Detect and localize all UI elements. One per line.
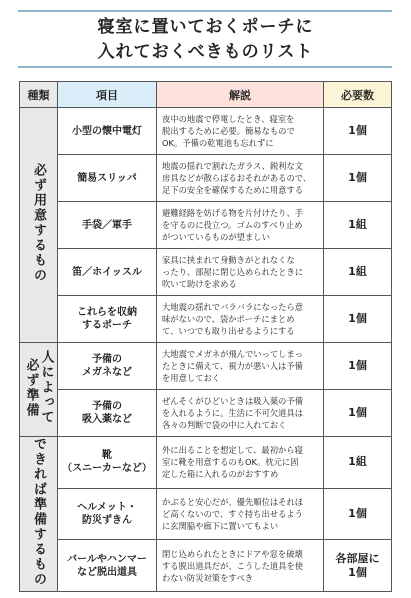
header-required-count: 必要数 [324, 82, 392, 108]
header-description: 解説 [157, 82, 324, 108]
item-description: ぜんそくがひどいときは吸入薬の予備 を入れるように。生活に不可欠道具は 各々の判断で袋の中に入れておく [157, 390, 324, 437]
item-quantity: 1個 [324, 390, 392, 437]
item-quantity: 1個 [324, 343, 392, 390]
table-row [20, 202, 392, 249]
item-quantity: 1組 [324, 437, 392, 489]
table-header-row [20, 82, 392, 108]
item-quantity: 1個 [324, 108, 392, 155]
item-quantity: 1個 [324, 155, 392, 202]
category-cell [20, 343, 58, 437]
item-name: 予備の 吸入薬など [58, 390, 157, 437]
item-description: 地震の揺れで割れたガラス、鋭利な文 房具などが散らばるおそれがあるので、 足下の安全を確保するために用意する [157, 155, 324, 202]
page-title-line-2: 入れておくべきものリスト [97, 42, 314, 62]
item-quantity: 1組 [324, 249, 392, 296]
title-top-rule [18, 10, 392, 12]
table-row [20, 343, 392, 390]
table-row [20, 540, 392, 592]
item-quantity: 各部屋に 1個 [324, 540, 392, 592]
item-description: 大地震の揺れでバラバラになったら意 味がないので、袋かポーチにまとめ て、いつでも取り出せるようにする [157, 296, 324, 343]
item-quantity: 1組 [324, 202, 392, 249]
category-label: 人によって 必ず準備 [23, 350, 54, 425]
header-kind: 種類 [20, 82, 58, 108]
item-name: 簡易スリッパ [58, 155, 157, 202]
table-row [20, 488, 392, 540]
item-name: 予備の メガネなど [58, 343, 157, 390]
table-row [20, 437, 392, 489]
table-row [20, 296, 392, 343]
item-name: 笛／ホイッスル [58, 249, 157, 296]
item-name: 靴 （スニーカーなど） [58, 437, 157, 489]
table-row [20, 249, 392, 296]
item-description: かぶると安心だが、優先順位はそれほ ど高くないので、すぐ持ち出せるよう に玄関脇や廊下に置いてもよい [157, 488, 324, 540]
table-row [20, 155, 392, 202]
category-cell [20, 437, 58, 592]
item-quantity: 1個 [324, 296, 392, 343]
category-label: できれば準備するもの [31, 437, 46, 587]
checklist-table [19, 81, 392, 592]
category-label: 必ず用意するもの [31, 163, 46, 283]
header-item: 項目 [58, 82, 157, 108]
title-bottom-rule [18, 66, 392, 68]
page-title-line-1: 寝室に置いておくポーチに [97, 17, 314, 37]
item-description: 家具に挟まれて身動きがとれなくな ったり、部屋に閉じ込められたときに 吹いて助けを求める [157, 249, 324, 296]
table-row [20, 390, 392, 437]
item-quantity: 1個 [324, 488, 392, 540]
item-description: 夜中の地震で停電したとき、寝室を 脱出するために必要。簡易なもので OK。予備の乾電池も忘れずに [157, 108, 324, 155]
item-description: 大地震でメガネが飛んでいってしまっ たときに備えて、視力が悪い人は予備 を用意しておく [157, 343, 324, 390]
item-name: ヘルメット・ 防災ずきん [58, 488, 157, 540]
item-name: 手袋／軍手 [58, 202, 157, 249]
table-row [20, 108, 392, 155]
category-cell [20, 108, 58, 343]
item-description: 避難経路を妨げる物を片付けたり、手 を守るのに役立つ。ゴムのすべり止め がついているものが望ましい [157, 202, 324, 249]
item-description: 閉じ込められたときにドアや窓を破壊 する脱出道具だが、こうした道具を使 わない防災対策をすべき [157, 540, 324, 592]
item-description: 外に出ることを想定して、最初から寝 室に靴を用意するのもOK。枕元に固 定した箱に入れるのがおすすめ [157, 437, 324, 489]
item-name: バールやハンマー など脱出道具 [58, 540, 157, 592]
item-name: これらを収納 するポーチ [58, 296, 157, 343]
item-name: 小型の懐中電灯 [58, 108, 157, 155]
